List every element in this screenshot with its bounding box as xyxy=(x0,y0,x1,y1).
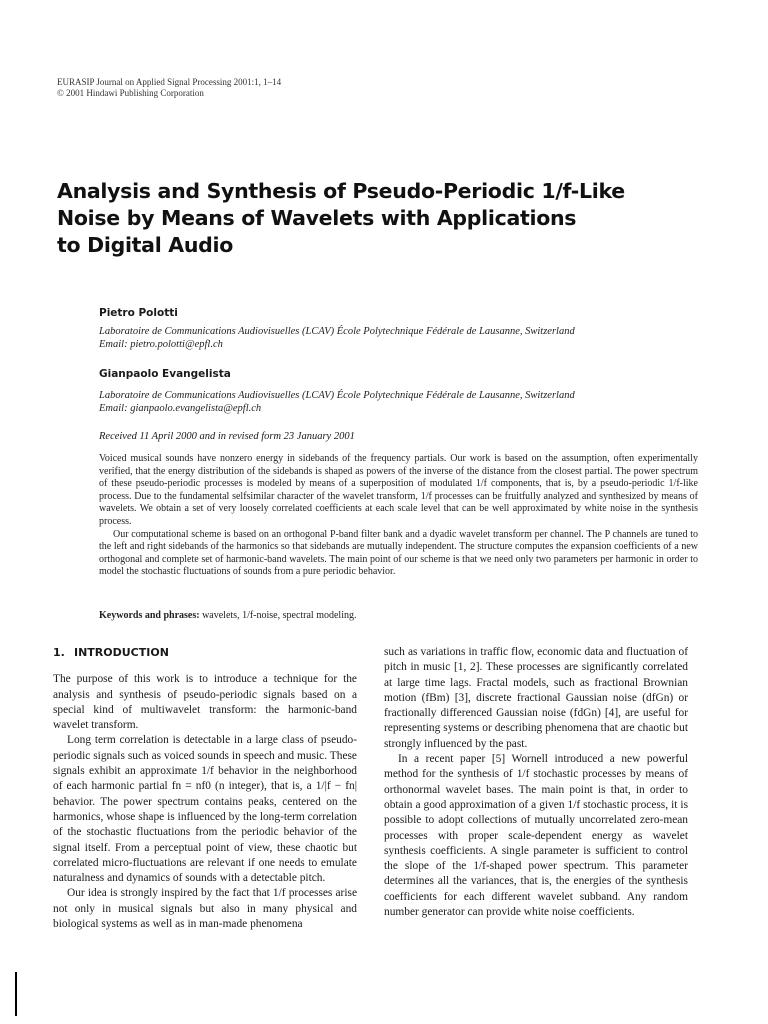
affiliation-text: Laboratoire de Communications Audiovisuelles (LCAV) École Polytechnique Fédérale de Lausanne, Switzerland xyxy=(99,390,575,401)
abstract-paragraph: Our computational scheme is based on an orthogonal P-band filter bank and a dyadic wavelet transform per channel. The P channels are tuned to the left and right sidebands of the harmonics so that sidebands are mutually independent. The structure computes the expansion coefficients of a new orthogonal and complete set of harmonic-band wavelets. The main point of our scheme is that we need only two parameters per harmonic in order to model the stochastic fluctuations of sounds from a pure periodic behavior. xyxy=(99,528,698,578)
body-paragraph: In a recent paper [5] Wornell introduced a new powerful method for the synthesis of 1/f stochastic processes by means of orthonormal wavelet bases. The main point is that, in order to obtain a good approximation of a given 1/f stochastic process, it is possible to adopt collections of mutually uncorrelated zero-mean processes with proper scale-dependent energy as wavelet synthesis coefficients. A single parameter is sufficient to control the slope of the 1/f-shaped power spectrum. This parameter determines all the variances, that is, the energies of the synthesis coefficients for each different wavelet subband. Any random number generator can provide white noise coefficients. xyxy=(384,753,688,919)
section-heading xyxy=(53,645,357,660)
section-number: 1. xyxy=(53,646,65,659)
body-column-left xyxy=(53,645,357,932)
margin-bar xyxy=(15,972,17,1016)
keywords-text: wavelets, 1/f-noise, spectral modeling. xyxy=(202,610,357,621)
affiliation-text: Laboratoire de Communications Audiovisuelles (LCAV) École Polytechnique Fédérale de Lausanne, Switzerland xyxy=(99,326,575,337)
section-title: INTRODUCTION xyxy=(74,646,169,659)
body-paragraph: The purpose of this work is to introduce a technique for the analysis and synthesis of pseudo-periodic signals based on a special kind of multiwavelet transform: the harmonic-band wavelet transform. xyxy=(53,673,357,732)
paper-title xyxy=(57,178,697,259)
author-name: Gianpaolo Evangelista xyxy=(99,368,231,380)
author-affiliation xyxy=(99,325,575,351)
title-line-2: Noise by Means of Wavelets with Applications xyxy=(57,206,577,230)
abstract-paragraph: Voiced musical sounds have nonzero energy in sidebands of the frequency partials. Our work is based on the assumption, often experimentally verified, that the energy distribution of the sidebands is shaped as powers of the inverse of the distance from the closest partial. The power spectrum of these pseudo-periodic processes is modeled by means of a superposition of modulated 1/f components, that is, by a pseudo-periodic 1/f-like process. Due to the fundamental selfsimilar character of the wavelet transform, 1/f processes can be fruitfully analyzed and synthesized by means of wavelets. We obtain a set of very loosely correlated coefficients at each scale level that can be well approximated by white noise in the synthesis process. xyxy=(99,453,698,527)
title-line-1: Analysis and Synthesis of Pseudo-Periodic 1/f-Like xyxy=(57,179,625,203)
abstract xyxy=(99,453,698,579)
journal-citation: EURASIP Journal on Applied Signal Processing 2001:1, 1–14 xyxy=(57,77,282,87)
body-column-right xyxy=(384,645,688,920)
body-paragraph: Our idea is strongly inspired by the fact that 1/f processes arise not only in musical signals but also in many physical and biological systems as well as in man-made phenomena xyxy=(53,887,357,931)
author-name: Pietro Polotti xyxy=(99,307,178,319)
author-email: Email: gianpaolo.evangelista@epfl.ch xyxy=(99,403,262,414)
received-date: Received 11 April 2000 and in revised form 23 January 2001 xyxy=(99,431,355,442)
author-email: Email: pietro.polotti@epfl.ch xyxy=(99,339,223,350)
journal-header xyxy=(57,77,281,99)
keywords-label: Keywords and phrases: xyxy=(99,610,200,621)
copyright-notice: © 2001 Hindawi Publishing Corporation xyxy=(57,88,204,98)
keywords xyxy=(99,610,356,621)
body-paragraph: Long term correlation is detectable in a large class of pseudo-periodic signals such as voiced sounds in speech and music. These signals exhibit an approximate 1/f behavior in the neighborhood of each harmonic partial fn = nf0 (n integer), that is, a 1/|f − fn| behavior. The power spectrum contains peaks, centered on the harmonics, whose shape is influenced by the long-term correlation of the stochastic fluctuations from the periodic behavior of the signal itself. From a perceptual point of view, these chaotic but correlated micro-fluctuations are relevant if one needs to emulate naturalness and dynamics of sounds with a detectable pitch. xyxy=(53,734,357,885)
author-affiliation xyxy=(99,389,575,415)
title-line-3: to Digital Audio xyxy=(57,233,234,257)
body-paragraph: such as variations in traffic flow, economic data and fluctuation of pitch in music [1, 2]. These processes are significantly correlated at large time lags. Fractal models, such as fractional Brownian motion (fBm) [3], discrete fractional Gaussian noise (dfGn) or fractionally differenced Gaussian noise (fdGn) [4], are useful for representing systems or describing phenomena that are chaotic but strongly influenced by the past. xyxy=(384,646,688,750)
